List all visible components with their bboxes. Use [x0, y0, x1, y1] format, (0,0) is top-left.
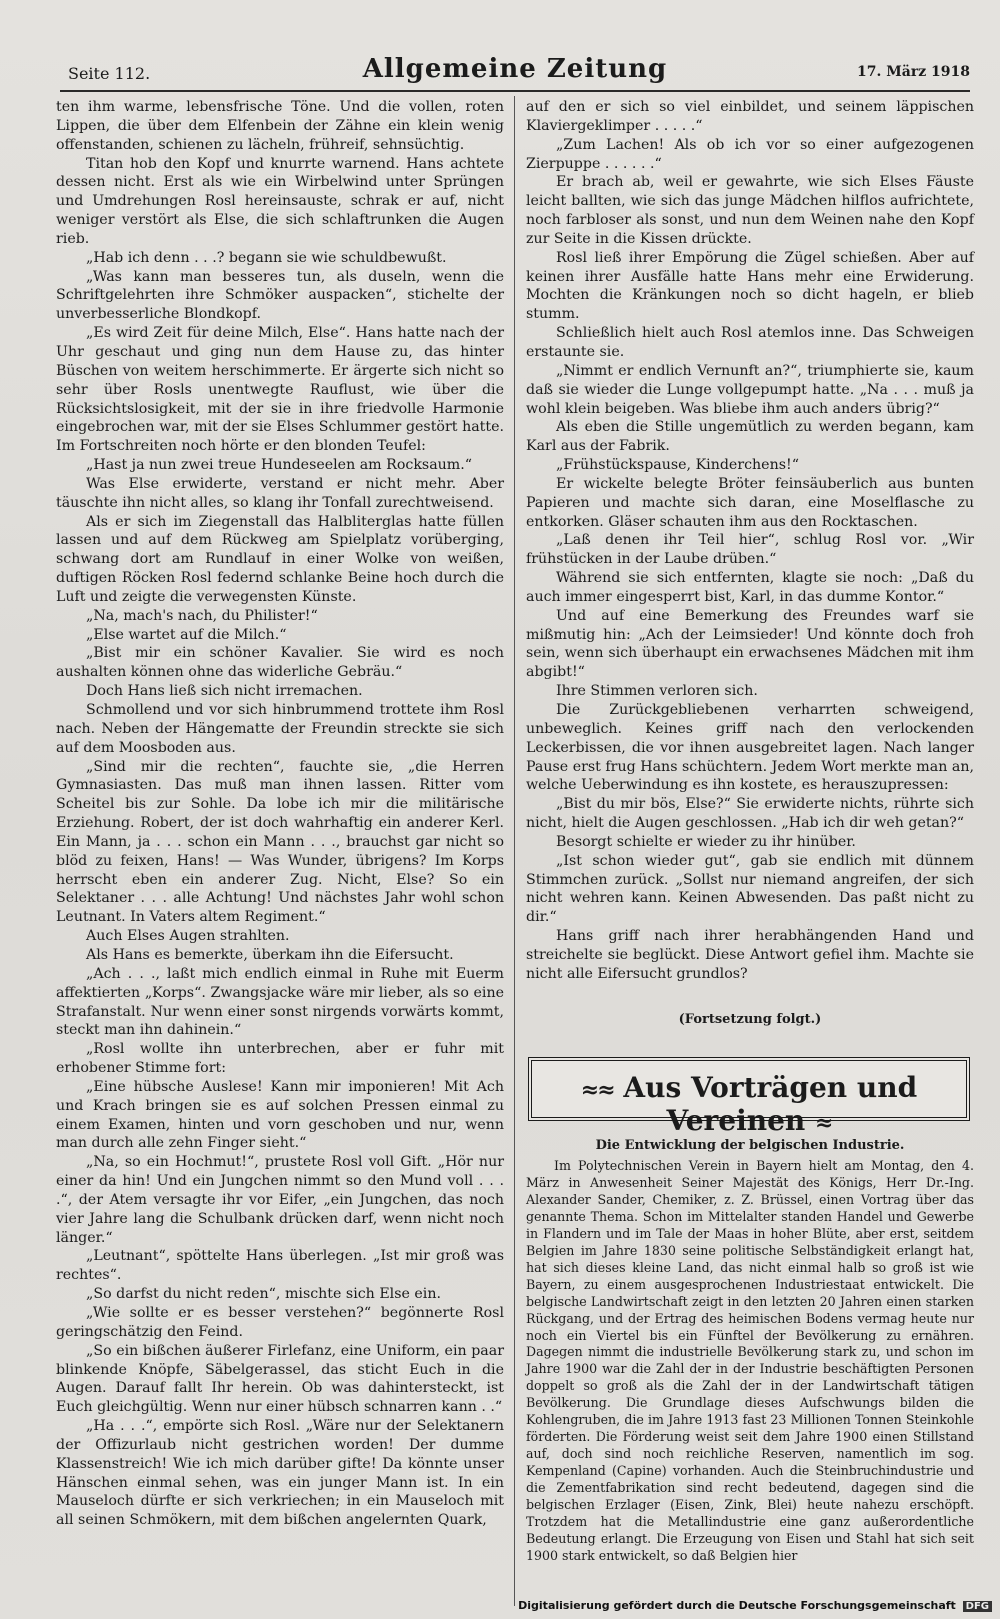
ornament-right-icon: ≈	[815, 1110, 832, 1136]
footer-text: Digitalisierung gefördert durch die Deutsche Forschungsgemeinschaft	[518, 1599, 956, 1612]
newspaper-title: Allgemeine Zeitung	[362, 54, 668, 84]
article-body	[526, 1158, 974, 1578]
paragraph: Rosl ließ ihrer Empörung die Zügel schießen. Aber auf keinen ihrer Ausfälle hatte Hans mehr eine Erwiderung. Mochten die Kränkungen noch so dicht hageln, er blieb stumm.	[526, 249, 974, 323]
paragraph: Schmollend und vor sich hinbrummend trottete ihm Rosl nach. Neben der Hängematte der Freundin streckte sie sich auf dem Moosboden aus.	[56, 702, 504, 756]
paragraph: Als er sich im Ziegenstall das Halbliterglas hatte füllen lassen und auf dem Rückweg am Spielplatz vorüberging, schwang dort am Rundlauf in einer Wolke von weißen, duftigen Röcken Rosl federnd schlanke Beine hoch durch die Luft und zeigte die verwegensten Künste.	[56, 513, 504, 605]
paragraph: „Ist schon wieder gut“, gab sie endlich mit dünnem Stimmchen zurück. „Sollst nur niemand angreifen, der sich nicht wehren kann. Keinen Abwesenden. Das paßt nicht zu dir.“	[526, 852, 974, 926]
ornament-left-icon: ≈≈	[580, 1077, 614, 1103]
paragraph: Was Else erwiderte, verstand er nicht mehr. Aber täuschte ihn nicht alles, so klang ihr Tonfall zurechtweisend.	[56, 475, 504, 511]
paragraph: „Hast ja nun zwei treue Hundeseelen am Rocksaum.“	[86, 457, 473, 474]
footer-credit	[518, 1599, 992, 1612]
section-heading: Aus Vorträgen und Vereinen	[623, 1071, 918, 1137]
paragraph: „Laß denen ihr Teil hier“, schlug Rosl vor. „Wir frühstücken in der Laube drüben.“	[526, 532, 974, 568]
page-number: Seite 112.	[68, 64, 151, 83]
section-heading-row	[532, 1071, 966, 1137]
masthead	[60, 52, 970, 92]
paragraph: auf den er sich so viel einbildet, und seinem läppischen Klaviergeklimper . . . . .“	[526, 99, 974, 134]
paragraph: Als Hans es bemerkte, überkam ihn die Eifersucht.	[86, 946, 454, 963]
article-title: Die Entwicklung der belgischen Industrie.	[595, 1138, 905, 1153]
paragraph: Titan hob den Kopf und knurrte warnend. Hans achtete dessen nicht. Erst als wie ein Wirbelwind unter Sprüngen und Umdrehungen Rosl hereinsauste, schrak er auf, nicht weniger verstört als Else, die sich schlaftrunken die Augen rieb.	[56, 155, 504, 247]
paragraph: Während sie sich entfernten, klagte sie noch: „Daß du auch immer eingesperrt bist, Karl, in das dumme Kontor.“	[526, 570, 974, 605]
paragraph: Schließlich hielt auch Rosl atemlos inne. Das Schweigen erstaunte sie.	[526, 325, 974, 360]
paragraph: „Else wartet auf die Milch.“	[86, 626, 287, 643]
paragraph: Als eben die Stille ungemütlich zu werden begann, kam Karl aus der Fabrik.	[526, 419, 974, 455]
paragraph: „So ein bißchen äußerer Firlefanz, eine Uniform, ein paar blinkende Knöpfe, Säbelgerassel, das sticht Euch in die Augen. Darauf fallt Ihr herein. Ob was dahintersteckt, ist Euch gleichgültig. Wenn nur einer hübsch schnarren kann . .“	[56, 1342, 504, 1416]
paragraph: Auch Elses Augen strahlten.	[86, 928, 290, 945]
continuation-note: (Fortsetzung folgt.)	[678, 1012, 822, 1027]
paragraph: „Was kann man besseres tun, als duseln, wenn die Schriftgelehrten ihre Schmöker auspacken“, stichelte der unverbesserliche Blondkopf.	[56, 268, 504, 323]
article-paragraph: Im Polytechnischen Verein in Bayern hielt am Montag, den 4. März in Anwesenheit Seiner Majestät des Königs, Herr Dr.-Ing. Alexander Sander, Chemiker, z. Z. Brüssel, einen Vortrag über das genannte Thema. Schon im Mittelalter standen Handel und Gewerbe in Flandern und im Tale der Maas in hoher Blüte, aber erst, seitdem Belgien im Jahre 1830 seine politische Selbständigkeit erlangt hat, hat sich dieses kleine Land, das nicht einmal halb so groß ist wie Bayern, zu einem ausgesprochenen Industriestaat entwickelt. Die belgische Landwirtschaft zeigt in den letzten 20 Jahren einen starken Rückgang, und der Ertrag des heimischen Bodens vermag heute nur noch ein Viertel bis ein Fünftel der Bevölkerung zu ernähren. Dagegen nimmt die industrielle Bevölkerung stark zu, und schon im Jahre 1900 war die Zahl der in der Industrie beschäftigten Personen doppelt so groß als die Zahl der in der Landwirtschaft tätigen Bevölkerung. Die Grundlage dieses Aufschwungs bilden die Kohlengruben, die im Jahre 1913 fast 23 Millionen Tonnen Steinkohle förderten. Die Förderung weist seit dem Jahre 1900 einen Stillstand auf, doch sind noch reichliche Reserven, namentlich im sog. Kempenland (Capine) vorhanden. Auch die Steinbruchindustrie und die Zementfabrikation sind recht bedeutend, dagegen sind die belgischen Erzlager (Eisen, Zink, Blei) heute nahezu erschöpft. Trotzdem hat die Metallindustrie eine ganz außerordentliche Bedeutung erlangt. Die Erzeugung von Eisen und Stahl hat sich seit 1900 stark entwickelt, so daß Belgien hier	[526, 1158, 974, 1563]
dfg-logo: DFG	[963, 1601, 992, 1612]
paragraph: Ihre Stimmen verloren sich.	[556, 683, 758, 700]
paragraph: „Bist du mir bös, Else?“ Sie erwiderte nichts, rührte sich nicht, hielt die Augen geschlossen. „Hab ich dir weh getan?“	[526, 796, 974, 832]
paragraph: „Ach . . ., laßt mich endlich einmal in Ruhe mit Euerm affektierten „Korps“. Zwangsjacke wäre mir lieber, als so eine Strafanstalt. Nur wenn einer sonst nirgends vorwärts kommt, steckt man ihn dahinein.“	[56, 965, 504, 1039]
paragraph: „Nimmt er endlich Vernunft an?“, triumphierte sie, kaum daß sie wieder die Lunge vollgepumpt hatte. „Na . . . muß ja wohl klein beigeben. Was bliebe ihm auch anders übrig?“	[526, 362, 974, 417]
paragraph: „Leutnant“, spöttelte Hans überlegen. „Ist mir groß was rechtes“.	[56, 1248, 504, 1284]
paragraph: „So darfst du nicht reden“, mischte sich Else ein.	[86, 1286, 441, 1303]
paragraph: „Hab ich denn . . .? begann sie wie schuldbewußt.	[86, 249, 447, 266]
masthead-rule	[60, 90, 970, 92]
left-column	[56, 98, 504, 1618]
paragraph: Er wickelte belegte Bröter feinsäuberlich aus bunten Papieren und machte sich daran, eine Moselflasche zu entkorken. Gläser schauten ihm aus den Rocktaschen.	[526, 475, 974, 530]
paragraph: Die Zurückgebliebenen verharrten schweigend, unbeweglich. Keines griff nach den verlockenden Leckerbissen, die vor ihnen ausgebreitet lagen. Nach langer Pause erst frug Hans schüchtern. Jedem Wort merkte man an, welche Ueberwindung es ihn kostete, es herauszupressen:	[526, 702, 974, 794]
paragraph: „Es wird Zeit für deine Milch, Else“. Hans hatte nach der Uhr geschaut und ging nun dem Hause zu, das hinter Büschen von weitem herschimmerte. Er ärgerte sich nicht so sehr über Rosls unentwegte Rauflust, wie über die Rücksichtslosigkeit, mit der sie in ihre friedvolle Harmonie eingebrochen war, mit der sie Elses Schlummer gestört hatte. Im Fortschreiten noch hörte er den blonden Teufel:	[56, 325, 504, 455]
section-heading-box	[528, 1057, 970, 1137]
right-column	[526, 98, 974, 982]
paragraph: Besorgt schielte er wieder zu ihr hinüber.	[556, 833, 856, 850]
paragraph: „Sind mir die rechten“, fauchte sie, „die Herren Gymnasiasten. Das muß man ihnen lassen. Ritter vom Scheitel bis zur Sohle. Da lobe ich mir die militärische Erziehung. Robert, der ist doch wahrhaftig ein anderer Kerl. Ein Mann, ja . . . schon ein Mann . . ., brauchst gar nicht so blöd zu feixen, Hans! — Was Wunder, übrigens? Im Korps herrscht eben ein anderer Zug. Nicht, Else? So ein Selektaner . . . alle Achtung! Und nächstes Jahr wohl schon Leutnant. In Vaters altem Regiment.“	[56, 758, 504, 926]
paragraph: „Frühstückspause, Kinderchens!“	[556, 457, 799, 474]
paragraph: „Rosl wollte ihn unterbrechen, aber er fuhr mit erhobener Stimme fort:	[56, 1041, 504, 1077]
paragraph: Hans griff nach ihrer herabhängenden Hand und streichelte sie beglückt. Diese Antwort gefiel ihm. Machte sie nicht alle Eifersucht grundlos?	[526, 928, 974, 982]
paragraph: „Ha . . .“, empörte sich Rosl. „Wäre nur der Selektanern der Offizurlaub nicht gestrichen worden! Der dumme Klassenstreich! Wie ich mich darüber gifte! Da könnte unser Hänschen einmal sehen, was ein junger Mann ist. In ein Mauseloch dürfte er sich verkriechen; in ein Mauseloch mit all seinen Schmökern, mit dem bißchen angelernten Quark,	[56, 1418, 504, 1529]
paragraph: „Wie sollte er es besser verstehen?“ begönnerte Rosl geringschätzig den Feind.	[56, 1305, 504, 1340]
paragraph: ten ihm warme, lebensfrische Töne. Und die vollen, roten Lippen, die über dem Elfenbein der Zähne ein klein wenig offenstanden, schienen zu lächeln, frühreif, sehnsüchtig.	[56, 99, 504, 153]
paragraph: Und auf eine Bemerkung des Freundes warf sie mißmutig hin: „Ach der Leimsieder! Und könnte doch froh sein, wenn sich überhaupt ein erwachsenes Mädchen mit ihm abgibt!“	[526, 607, 974, 681]
column-divider	[514, 96, 515, 1606]
paragraph: „Bist mir ein schöner Kavalier. Sie wird es noch aushalten können ohne das widerliche Gebräu.“	[56, 645, 504, 681]
paragraph: „Zum Lachen! Als ob ich vor so einer aufgezogenen Zierpuppe . . . . . .“	[526, 136, 974, 172]
paragraph: „Eine hübsche Auslese! Kann mir imponieren! Mit Ach und Krach bringen sie es auf solchen Pressen einmal zu einem Examen, hinten und vorn geschoben und nur, wenn man durch alle zehn Finger sieht.“	[56, 1078, 504, 1152]
paragraph: „Na, mach's nach, du Philister!“	[86, 607, 318, 624]
paragraph: Er brach ab, weil er gewahrte, wie sich Elses Fäuste leicht ballten, wie sich das junge Mädchen hilflos aufrichtete, noch farbloser als sonst, und nun dem Weinen nahe den Kopf zur Seite in die Kissen drückte.	[526, 174, 974, 247]
paragraph: Doch Hans ließ sich nicht irremachen.	[86, 683, 363, 700]
issue-date: 17. März 1918	[857, 64, 970, 80]
paragraph: „Na, so ein Hochmut!“, prustete Rosl voll Gift. „Hör nur einer da hin! Und ein Jungchen nimmt so den Mund voll . . . .“, der Atem versagte ihr vor Eifer, „ein Jungchen, das noch vier Jahre lang die Schulbank drücken darf, wenn nicht noch länger.“	[56, 1154, 504, 1246]
